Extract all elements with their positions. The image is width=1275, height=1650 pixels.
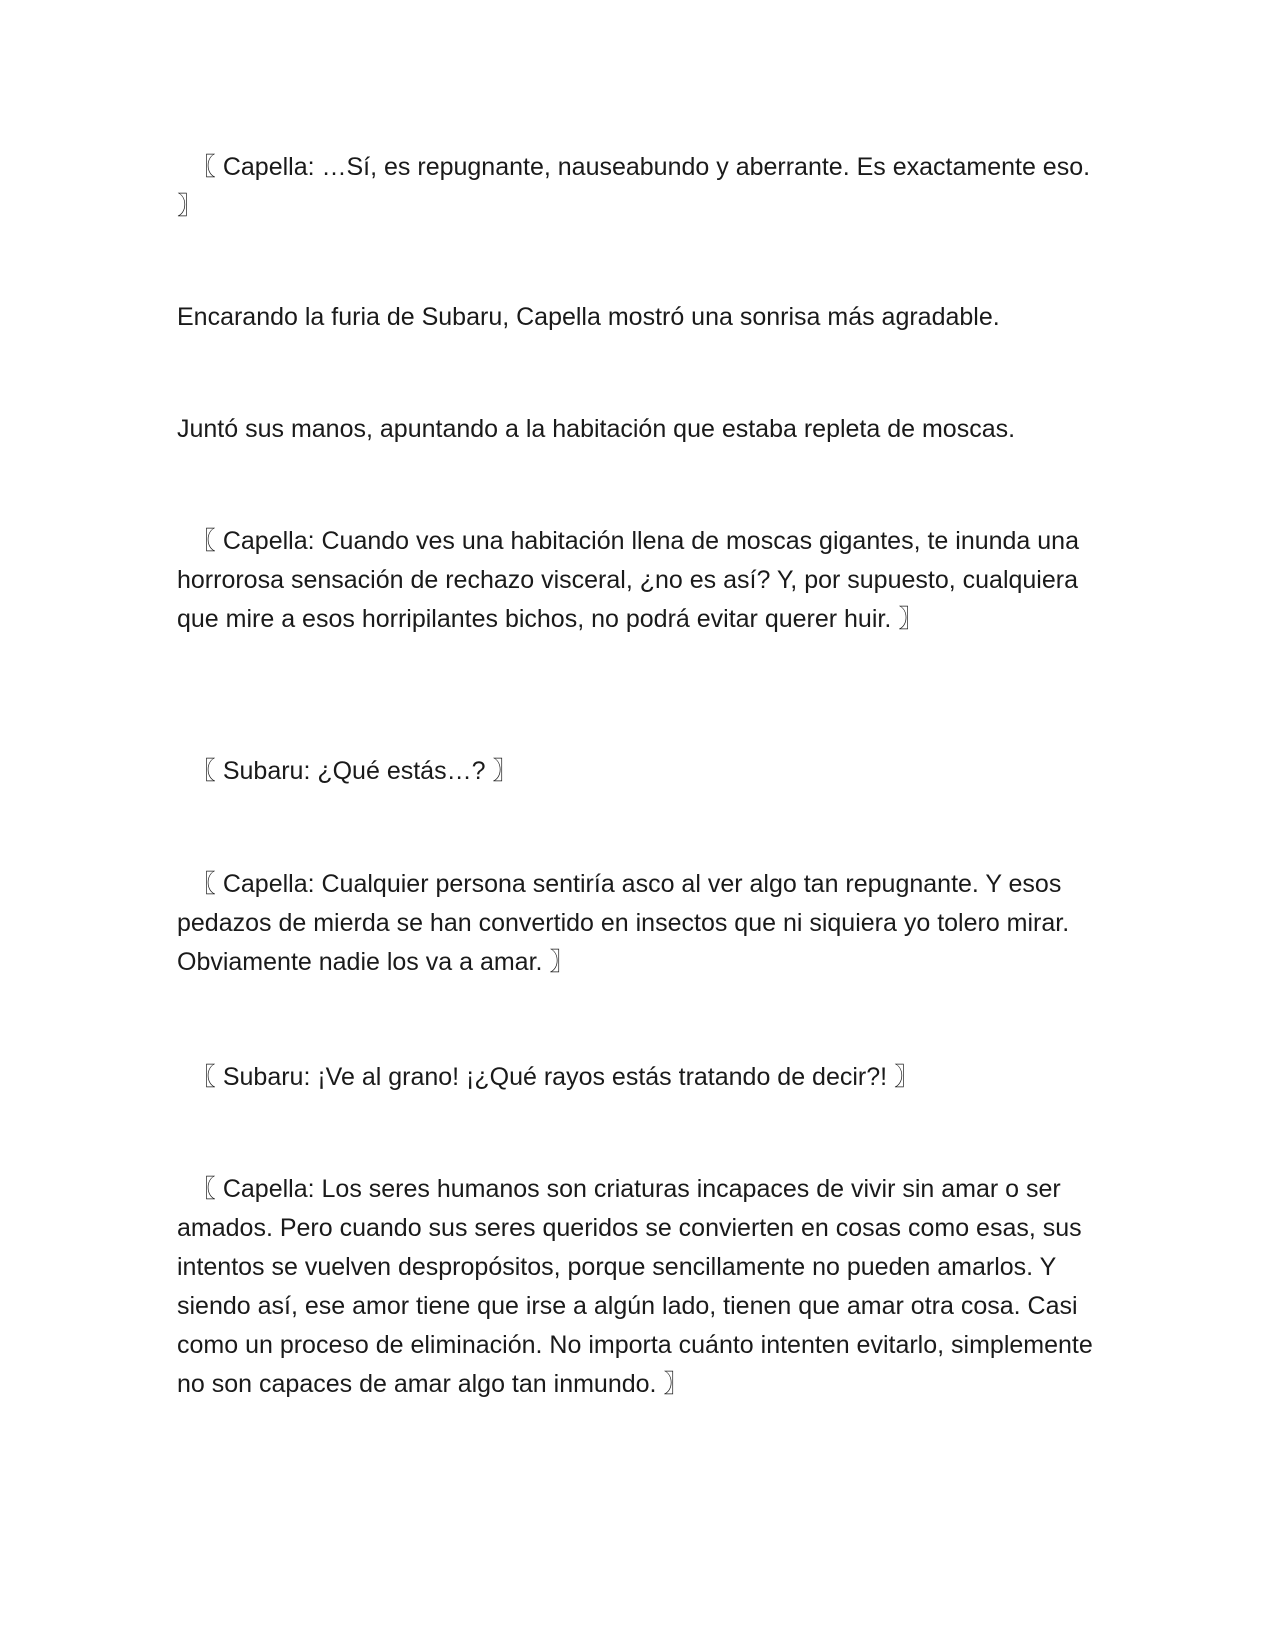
- paragraph-subaru-2: 〖 Subaru: ¡Ve al grano! ¡¿Qué rayos estás tratando de decir?! 〗: [177, 1063, 920, 1091]
- paragraph-capella-3: 〖 Capella: Cualquier persona sentiría asco al ver algo tan repugnante. Y esos pedazos de mierda se han convertido en insectos que ni siquiera yo tolero mirar. Obviamente nadie los va a amar. 〗: [177, 870, 1070, 976]
- paragraph-subaru-1: 〖 Subaru: ¿Qué estás…? 〗: [177, 757, 518, 785]
- paragraph-narration-1: Encarando la furia de Subaru, Capella mostró una sonrisa más agradable.: [177, 303, 1000, 331]
- paragraph-capella-2: 〖 Capella: Cuando ves una habitación llena de moscas gigantes, te inunda una horrorosa sensación de rechazo visceral, ¿no es así? Y, por supuesto, cualquiera que mire a esos horripilantes bichos, no podrá evitar querer huir. 〗: [177, 527, 1079, 633]
- paragraph-capella-1: 〖 Capella: …Sí, es repugnante, nauseabundo y aberrante. Es exactamente eso. 〗: [177, 153, 1091, 220]
- paragraph-capella-4: 〖 Capella: Los seres humanos son criaturas incapaces de vivir sin amar o ser amados. Pero cuando sus seres queridos se convierten en cosas como esas, sus intentos se vuelven despropósitos, porque sencillamente no pueden amarlos. Y siendo así, ese amor tiene que irse a algún lado, tienen que amar otra cosa. Casi como un proceso de eliminación. No importa cuánto intenten evitarlo, simplemente no son capaces de amar algo tan inmundo. 〗: [177, 1175, 1093, 1398]
- paragraph-narration-2: Juntó sus manos, apuntando a la habitación que estaba repleta de moscas.: [177, 415, 1016, 443]
